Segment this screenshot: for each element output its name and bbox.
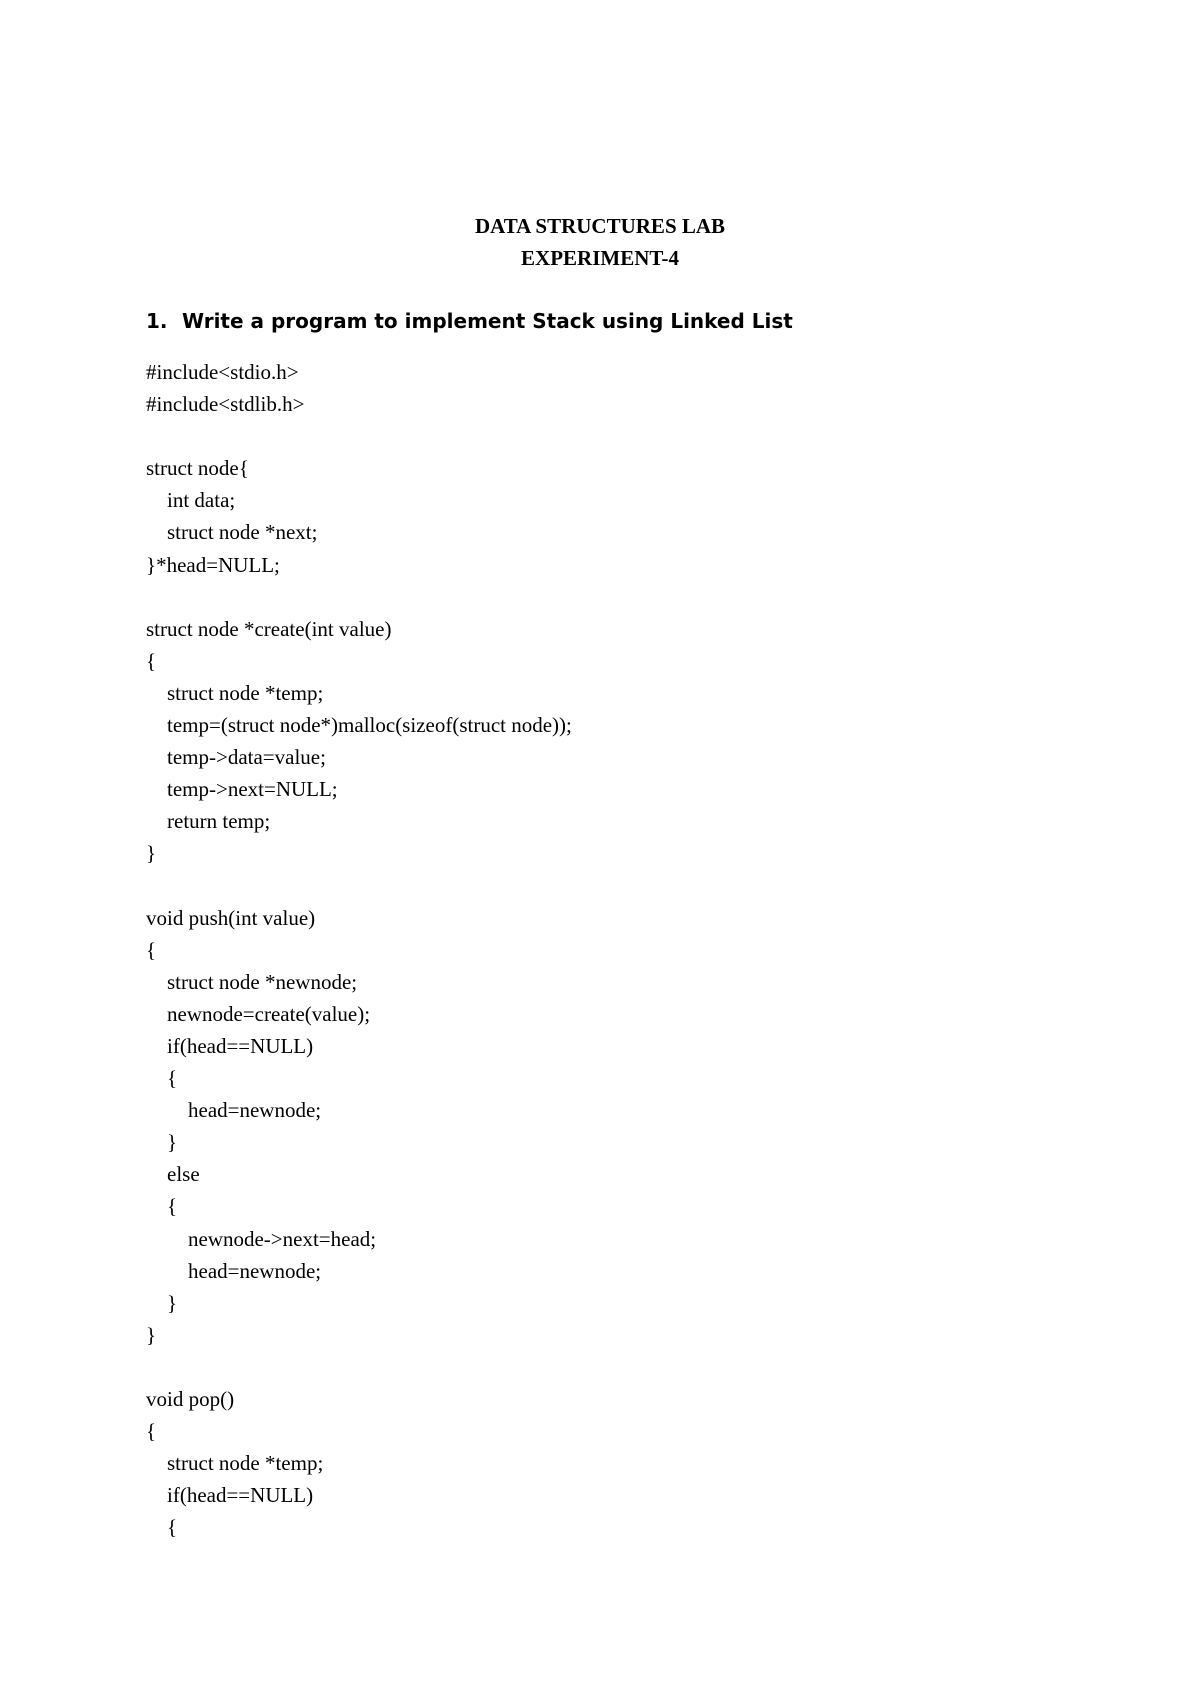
- code-line: }: [146, 1322, 157, 1347]
- code-line: struct node *create(int value): [146, 616, 392, 641]
- code-line: {: [146, 1419, 157, 1444]
- document-title: [0, 210, 1200, 274]
- code-line: [146, 1351, 572, 1383]
- code-line: struct node *temp;: [146, 680, 324, 705]
- code-line: {: [146, 1515, 178, 1540]
- code-line: head=newnode;: [146, 1258, 322, 1283]
- code-line: newnode->next=head;: [146, 1226, 377, 1251]
- code-line: [146, 870, 572, 902]
- code-line: temp->data=value;: [146, 745, 326, 770]
- title-line-2: EXPERIMENT-4: [521, 246, 679, 270]
- code-line: {: [146, 937, 157, 962]
- code-line: if(head==NULL): [146, 1033, 314, 1058]
- code-line: #include<stdlib.h>: [146, 392, 305, 417]
- code-line: return temp;: [146, 809, 271, 834]
- code-line: }: [146, 1130, 178, 1155]
- code-line: }: [146, 841, 157, 866]
- code-line: [146, 581, 572, 613]
- code-line: }: [146, 1290, 178, 1315]
- code-line: else: [146, 1162, 200, 1187]
- code-line: head=newnode;: [146, 1098, 322, 1123]
- code-line: #include<stdio.h>: [146, 360, 299, 384]
- code-line: struct node{: [146, 456, 249, 481]
- code-line: struct node *next;: [146, 520, 318, 545]
- code-line: temp->next=NULL;: [146, 777, 338, 802]
- code-line: int data;: [146, 488, 236, 513]
- code-line: struct node *temp;: [146, 1451, 324, 1476]
- title-line-1: DATA STRUCTURES LAB: [474, 214, 726, 238]
- code-line: temp=(struct node*)malloc(sizeof(struct node));: [146, 713, 572, 738]
- code-line: }*head=NULL;: [146, 552, 280, 577]
- code-line: struct node *newnode;: [146, 969, 358, 994]
- code-line: void pop(): [146, 1387, 235, 1411]
- code-line: {: [146, 1066, 178, 1091]
- code-line: newnode=create(value);: [146, 1001, 371, 1026]
- question-text: Write a program to implement Stack using Linked List: [182, 309, 793, 333]
- question-number: 1.: [146, 309, 168, 333]
- code-line: void push(int value): [146, 905, 316, 930]
- question-heading: [146, 306, 793, 336]
- code-line: [146, 420, 572, 452]
- code-listing: [146, 356, 572, 1543]
- code-line: {: [146, 648, 157, 673]
- code-line: {: [146, 1194, 178, 1219]
- code-line: if(head==NULL): [146, 1483, 314, 1508]
